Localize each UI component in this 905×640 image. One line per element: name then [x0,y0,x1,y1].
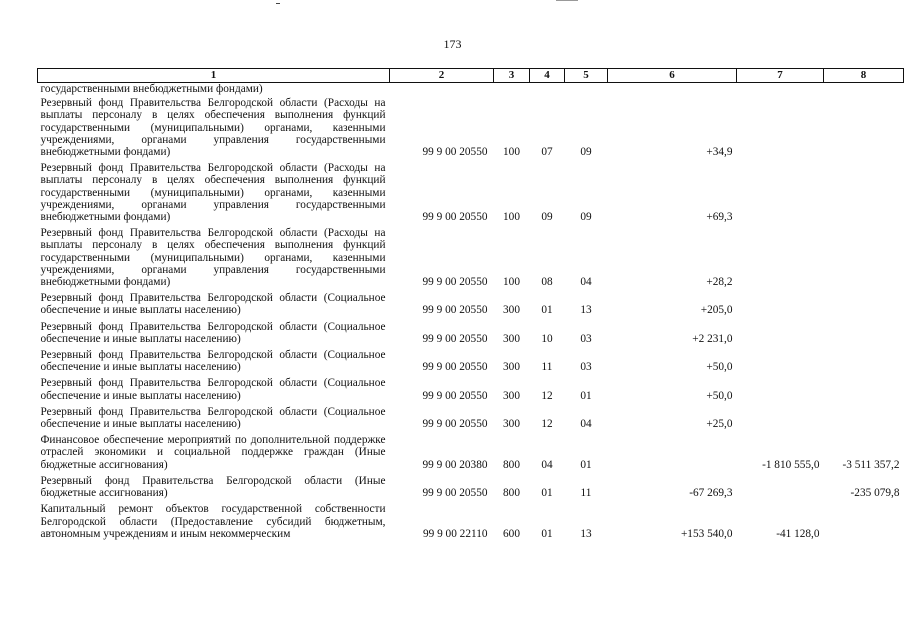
row-code: 99 9 00 20550 [422,211,488,224]
table-row [38,375,904,403]
row-col5: 13 [580,304,592,317]
col-header: 2 [390,69,494,83]
table-row [38,95,904,160]
row-col4: 01 [541,527,553,540]
row-col3 [494,83,530,96]
row-col7 [737,319,824,347]
row-col4: 07 [541,146,553,159]
row-col5: 03 [580,361,592,374]
row-col4: 09 [541,211,553,224]
row-col6 [608,432,737,473]
row-description: государственными внебюджетными фондами) [40,83,263,95]
row-col6: +2 231,0 [692,332,733,345]
row-col5: 03 [580,332,592,345]
row-col5: 04 [580,418,592,431]
table-header-row [38,69,904,83]
row-code: 99 9 00 20380 [422,458,488,471]
row-col6 [608,83,737,96]
scan-mark [276,3,280,4]
row-col8 [824,404,904,432]
row-col5: 01 [580,389,592,402]
row-col6: +34,9 [706,146,733,159]
row-col3: 100 [503,211,520,224]
row-col8 [824,319,904,347]
table-row [38,290,904,318]
table-row [38,404,904,432]
row-code: 99 9 00 20550 [422,418,488,431]
row-col7 [737,95,824,160]
row-col7 [737,473,824,501]
row-col7 [737,225,824,290]
col-header: 5 [565,69,608,83]
col-header: 7 [737,69,824,83]
row-col8: -3 511 357,2 [842,458,900,471]
row-code: 99 9 00 20550 [422,276,488,289]
row-col3: 300 [503,389,520,402]
row-col4: 01 [541,487,553,500]
row-col6: -67 269,3 [689,487,733,500]
row-col6: +25,0 [706,418,733,431]
col-header: 4 [530,69,565,83]
row-code: 99 9 00 20550 [422,304,488,317]
row-col8 [824,501,904,542]
row-description: Резервный фонд Правительства Белгородской области (Социальное обеспечение и иные выплаты населению) [40,320,386,345]
row-col3: 300 [503,361,520,374]
row-description: Капитальный ремонт объектов государственной собственности Белгородской области (Предоставление субсидий бюджетным, автономным учреждениям и иным некоммерческим [40,503,386,540]
table-row [38,225,904,290]
row-description: Резервный фонд Правительства Белгородской области (Социальное обеспечение и иные выплаты населению) [40,405,386,431]
row-col6: +28,2 [706,276,733,289]
row-description: Резервный фонд Правительства Белгородской области (Расходы на выплаты персоналу в целях обеспечения выполнения функций государственными (муниципальными) органами, казенными учреждениями, органами управления государственными внебюджетными фондами) [40,227,386,289]
row-col4: 10 [541,332,553,345]
row-col8 [824,225,904,290]
row-col8 [824,160,904,225]
row-col5: 01 [580,458,592,471]
row-col3: 600 [503,527,520,540]
row-col4: 11 [541,361,553,374]
row-col5 [565,83,608,96]
table-row [38,432,904,473]
row-col5: 11 [580,487,592,500]
row-description: Резервный фонд Правительства Белгородской области (Социальное обеспечение и иные выплаты населению) [40,349,386,374]
row-col7 [737,375,824,403]
row-col4: 08 [541,276,553,289]
row-col8 [824,95,904,160]
col-header: 6 [608,69,737,83]
row-code: 99 9 00 20550 [422,487,488,500]
col-header: 3 [494,69,530,83]
row-description: Резервный фонд Правительства Белгородской области (Расходы на выплаты персоналу в целях обеспечения выполнения функций государственными (муниципальными) органами, казенными учреждениями, органами управления государственными внебюджетными фондами) [40,97,386,159]
row-col3: 800 [503,458,520,471]
row-col6: +153 540,0 [680,527,733,540]
row-col4: 12 [541,389,553,402]
row-code: 99 9 00 20550 [422,332,488,345]
budget-table [37,68,904,542]
row-col4: 01 [541,304,553,317]
row-col5: 09 [580,146,592,159]
row-col7 [737,290,824,318]
table-row [38,473,904,501]
row-description: Финансовое обеспечение мероприятий по дополнительной поддержке отраслей экономики и социальной поддержке граждан (Иные бюджетные ассигнования) [40,434,386,471]
row-description: Резервный фонд Правительства Белгородской области (Социальное обеспечение и иные выплаты населению) [40,292,386,317]
row-col4: 04 [541,458,553,471]
row-col8 [824,290,904,318]
row-col5: 13 [580,527,592,540]
row-col7 [737,160,824,225]
row-col6: +50,0 [706,361,733,374]
table-row [38,83,904,96]
row-col7 [737,404,824,432]
row-col5: 09 [580,211,592,224]
row-col3: 300 [503,418,520,431]
row-col3: 300 [503,332,520,345]
row-col3: 300 [503,304,520,317]
row-code: 99 9 00 20550 [422,389,488,402]
row-col8 [824,347,904,375]
row-col4 [530,83,565,96]
row-code [390,83,494,96]
scan-mark [556,0,578,1]
row-col5: 04 [580,276,592,289]
row-code: 99 9 00 22110 [422,527,488,540]
row-description: Резервный фонд Правительства Белгородской области (Социальное обеспечение и иные выплаты населению) [40,377,386,402]
row-col7 [737,347,824,375]
table-row [38,160,904,225]
row-col8: -235 079,8 [850,487,900,500]
col-header: 8 [824,69,904,83]
row-col6: +50,0 [706,389,733,402]
row-col3: 100 [503,276,520,289]
row-col8 [824,375,904,403]
row-col7: -41 128,0 [776,527,820,540]
row-description: Резервный фонд Правительства Белгородской области (Иные бюджетные ассигнования) [40,474,386,500]
row-col6: +69,3 [706,211,733,224]
col-header: 1 [38,69,390,83]
row-col3: 100 [503,146,520,159]
page-number: 173 [443,37,462,51]
row-col7: -1 810 555,0 [762,458,820,471]
row-description: Резервный фонд Правительства Белгородской области (Расходы на выплаты персоналу в целях обеспечения выполнения функций государственными (муниципальными) органами, казенными учреждениями, органами управления государственными внебюджетными фондами) [40,162,386,224]
row-col3: 800 [503,487,520,500]
row-col7 [737,83,824,96]
row-col6: +205,0 [700,304,733,317]
row-col8 [824,83,904,96]
row-col4: 12 [541,418,553,431]
table-row [38,501,904,542]
table-row [38,319,904,347]
table-row [38,347,904,375]
row-code: 99 9 00 20550 [422,146,488,159]
row-code: 99 9 00 20550 [422,361,488,374]
